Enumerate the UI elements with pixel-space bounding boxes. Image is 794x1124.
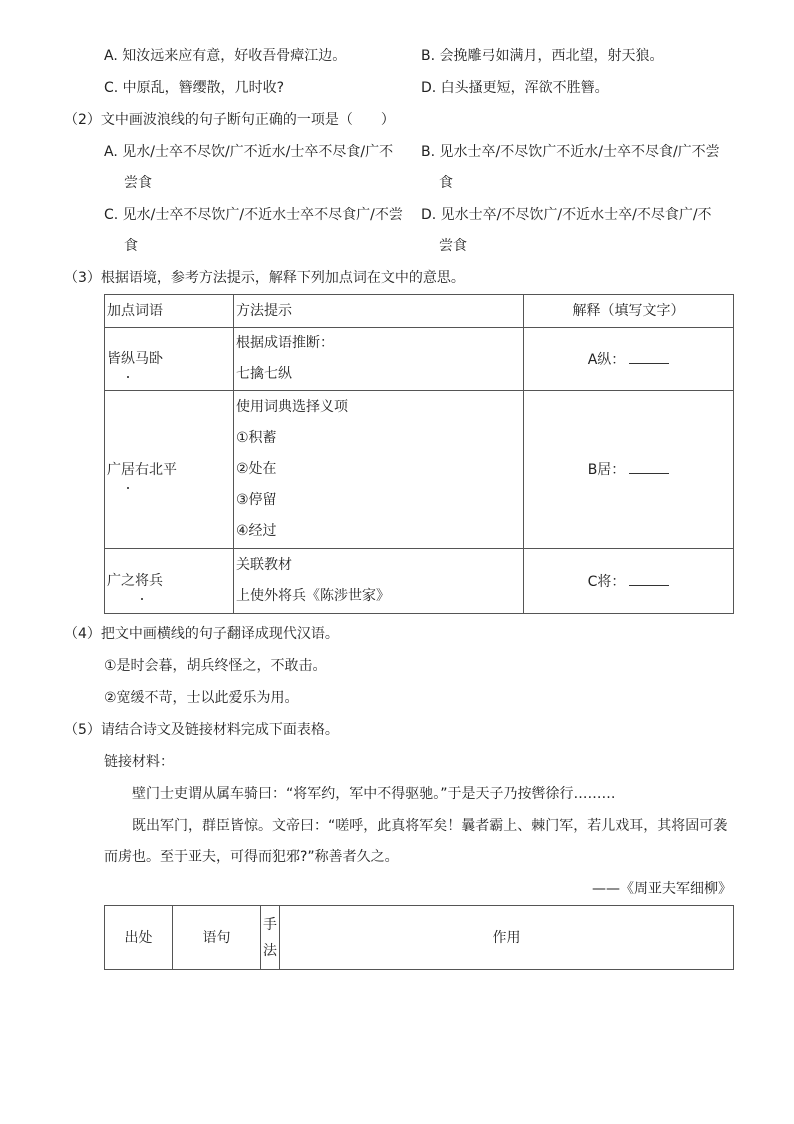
- q3-row1-word: [105, 328, 234, 391]
- q3-header-word: 加点词语: [105, 295, 234, 328]
- q5-stem: （5）请结合诗文及链接材料完成下面表格。: [64, 722, 339, 738]
- answer-label: A纵：: [587, 351, 626, 368]
- q3-table: [104, 294, 734, 614]
- word-text: 右北平: [135, 461, 177, 478]
- q5-link-label: 链接材料：: [104, 754, 174, 770]
- dotted-char: 居: [121, 461, 135, 478]
- hint-line: ③停留: [236, 492, 277, 508]
- hint-line: 根据成语推断：: [236, 335, 334, 351]
- q4-sentence-2: ②宽缓不苛，士以此爱乐为用。: [104, 690, 299, 706]
- hint-line: 七擒七纵: [236, 366, 292, 382]
- q5-source: ——《周亚夫军细柳》: [592, 881, 732, 897]
- q5-header-source: 出处: [105, 906, 173, 970]
- q5-header-effect: 作用: [280, 906, 734, 970]
- q3-header-answer: 解释（填写文字）: [524, 295, 734, 328]
- answer-blank[interactable]: [629, 571, 669, 586]
- hint-line: 上使外将兵《陈涉世家》: [236, 588, 390, 604]
- hint-line: 关联教材: [236, 557, 292, 573]
- q4-stem: （4）把文中画横线的句子翻译成现代汉语。: [64, 626, 339, 642]
- q2-option-c-line2: 食: [124, 238, 138, 254]
- q2-option-d-line2: 尝食: [439, 238, 467, 254]
- word-text: 广之: [107, 573, 135, 589]
- hint-line: 使用词典选择义项: [236, 399, 348, 415]
- answer-blank[interactable]: [629, 459, 669, 474]
- dotted-char: 将: [135, 573, 149, 589]
- q1-option-c: C. 中原乱，簪缨散，几时收?: [104, 80, 285, 96]
- q2-option-a-line2: 尝食: [124, 175, 152, 191]
- q2-option-b-line1: B. 见水士卒/不尽饮广不近水/士卒不尽食/广不尝: [421, 144, 720, 160]
- q3-row3-hint: [234, 549, 524, 614]
- answer-label: B居：: [587, 462, 626, 478]
- q3-row2-answer: [524, 391, 734, 549]
- q3-row1-answer: [524, 328, 734, 391]
- q1-option-d: D. 白头搔更短，浑欲不胜簪。: [421, 80, 609, 96]
- q5-table: [104, 905, 734, 970]
- q5-link-para2-line1: 既出军门，群臣皆惊。文帝曰：“嗟呼，此真将军矣！曩者霸上、棘门军，若儿戏耳，其将固可袭: [132, 818, 728, 834]
- q2-option-a-line1: A. 见水/士卒不尽饮/广不近水/士卒不尽食/广不: [104, 144, 394, 160]
- q2-option-d-line1: D. 见水士卒/不尽饮广/不近水士卒/不尽食广/不: [421, 207, 712, 223]
- q5-link-para2-line2: 而虏也。至于亚夫，可得而犯邪?”称善者久之。: [104, 849, 399, 865]
- q3-stem: （3）根据语境，参考方法提示，解释下列加点词在文中的意思。: [64, 270, 465, 286]
- hint-line: ④经过: [236, 523, 277, 539]
- word-text: 皆: [107, 351, 121, 367]
- q2-option-c-line1: C. 见水/士卒不尽饮广/不近水士卒不尽食广/不尝: [104, 207, 403, 223]
- q2-stem: （2）文中画波浪线的句子断句正确的一项是（ ）: [64, 112, 395, 128]
- q5-header-technique: [261, 906, 280, 970]
- q3-row1-hint: [234, 328, 524, 391]
- q3-row3-word: [105, 549, 234, 614]
- word-text: 兵: [149, 573, 163, 589]
- q5-link-para1: 壁门士吏谓从属车骑曰：“将军约，军中不得驱驰。”于是天子乃按辔徐行………: [132, 786, 616, 802]
- hint-line: ②处在: [236, 461, 277, 477]
- q2-option-b-line2: 食: [439, 175, 453, 191]
- q3-header-hint: 方法提示: [234, 295, 524, 328]
- q4-sentence-1: ①是时会暮，胡兵终怪之，不敢击。: [104, 658, 327, 674]
- q5-header-sentence: 语句: [173, 906, 261, 970]
- q3-row3-answer: [524, 549, 734, 614]
- vertical-label: 手法: [263, 916, 277, 959]
- dotted-char: 纵: [121, 351, 135, 367]
- q1-option-b: B. 会挽雕弓如满月，西北望，射天狼。: [421, 48, 664, 64]
- q3-row2-word: [105, 391, 234, 549]
- hint-line: ①积蓄: [236, 430, 277, 446]
- answer-label: C将：: [587, 573, 626, 590]
- answer-blank[interactable]: [629, 349, 669, 364]
- word-text: 广: [107, 461, 121, 478]
- q3-row2-hint: [234, 391, 524, 549]
- q1-option-a: A. 知汝远来应有意，好收吾骨瘴江边。: [104, 48, 347, 64]
- word-text: 马卧: [135, 351, 163, 367]
